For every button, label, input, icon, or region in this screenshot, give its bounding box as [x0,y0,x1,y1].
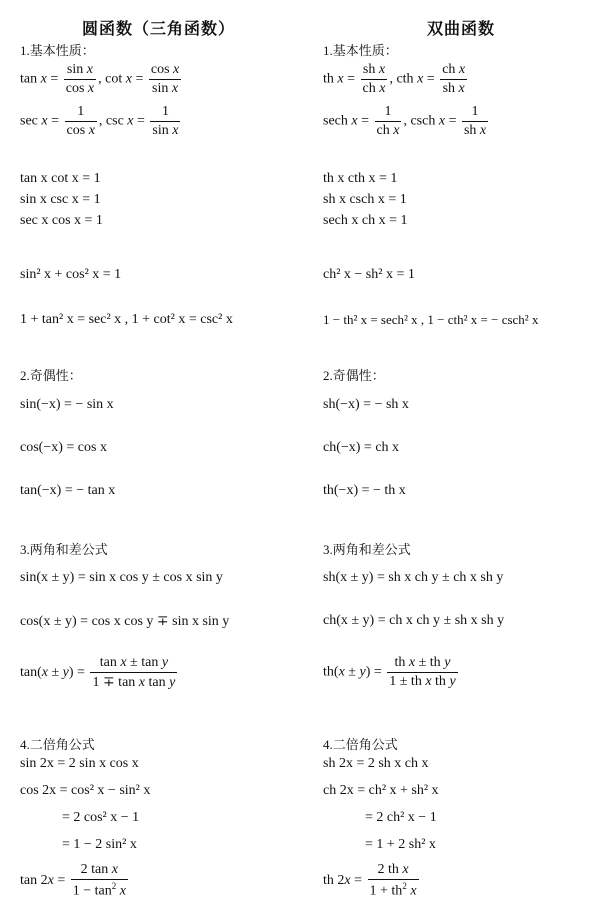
left-formula-sum-sin: sin(x ± y) = sin x cos y ± cos x sin y [20,570,223,585]
right-formula-product1: th x cth x = 1 [323,171,398,186]
right-formula-double-sh: sh 2x = 2 sh x ch x [323,756,429,771]
left-formula-product3: sec x cos x = 1 [20,213,103,228]
left-formula-even-cos: cos(−x) = cos x [20,440,107,455]
right-formula-odd-sh: sh(−x) = − sh x [323,397,409,412]
right-formula-double-ch-alt2: = 1 + 2 sh² x [365,837,436,852]
left-formula-reciprocal: sec x = $\frac{1}{\text{cos x}}$ , csc x = $\frac{1}{\text{sin x}}$ [20,104,179,138]
left-formula-pythagorean2: 1 + tan² x = sec² x , 1 + cot² x = csc² x [20,312,233,327]
left-formula-double-sin: sin 2x = 2 sin x cos x [20,756,139,771]
right-heading: 双曲函数 [427,21,496,38]
left-formula-odd-sin: sin(−x) = − sin x [20,397,114,412]
right-sec3-label: 3.两角和差公式 [323,542,411,557]
right-sec4-label: 4.二倍角公式 [323,737,398,752]
left-sec4-label: 4.二倍角公式 [20,737,95,752]
left-sec3-label: 3.两角和差公式 [20,542,108,557]
right-formula-quotient: th x = $\frac{\text{sh x}}{\text{ch x}}$ , cth x = $\frac{\text{ch x}}{\text{sh x}}$ [323,62,466,96]
right-sec1-label: 1.基本性质： [323,43,398,58]
left-formula-pythagorean: sin² x + cos² x = 1 [20,267,122,282]
right-formula-sum-sh: sh(x ± y) = sh x ch y ± ch x sh y [323,570,504,585]
right-formula-sum-th: th(x ± y) = $\frac{\text{th x ± th y}}{\text{1 ± th x th y}}$ [323,655,456,689]
left-sec2-label: 2.奇偶性： [20,368,82,383]
right-formula-product3: sech x ch x = 1 [323,213,408,228]
left-formula-product2: sin x csc x = 1 [20,192,101,207]
right-formula-pythagorean: ch² x − sh² x = 1 [323,267,415,282]
left-formula-double-cos-alt1: = 2 cos² x − 1 [62,810,140,825]
right-formula-product2: sh x csch x = 1 [323,192,407,207]
right-formula-double-ch-alt1: = 2 ch² x − 1 [365,810,437,825]
left-heading: 圆函数（三角函数） [82,21,236,38]
right-formula-double-ch: ch 2x = ch² x + sh² x [323,783,439,798]
left-formula-quotient: tan x = $\frac{\text{sin x}}{\text{cos x}}$ , cot x = $\frac{\text{cos x}}{\text{sin x}}$ [20,62,180,96]
left-formula-product1: tan x cot x = 1 [20,171,101,186]
right-sec2-label: 2.奇偶性： [323,368,385,383]
left-formula-double-cos: cos 2x = cos² x − sin² x [20,783,151,798]
right-formula-odd-th: th(−x) = − th x [323,483,406,498]
left-formula-double-tan: tan 2x = $\frac{\text{2 tan x}}{1 - \tan^2 x}$ [20,862,126,899]
right-formula-double-th: th 2x = $\frac{\text{2 th x}}{1 + th^2 x}$ [323,862,417,899]
left-sec1-label: 1.基本性质： [20,43,95,58]
left-formula-sum-tan: tan(x ± y) = $\frac{\text{tan x ± tan y}}{\text{1 ∓ tan x tan y}}$ [20,655,176,690]
left-formula-double-cos-alt2: = 1 − 2 sin² x [62,837,137,852]
right-formula-reciprocal: sech x = $\frac{1}{\text{ch x}}$ , csch x = $\frac{1}{\text{sh x}}$ [323,104,487,138]
right-formula-even-ch: ch(−x) = ch x [323,440,400,455]
right-formula-sum-ch: ch(x ± y) = ch x ch y ± sh x sh y [323,613,505,628]
right-formula-pythagorean2: 1 − th² x = sech² x , 1 − cth² x = − csch² x [323,312,539,327]
left-formula-sum-cos: cos(x ± y) = cos x cos y ∓ sin x sin y [20,614,230,629]
left-formula-odd-tan: tan(−x) = − tan x [20,483,116,498]
